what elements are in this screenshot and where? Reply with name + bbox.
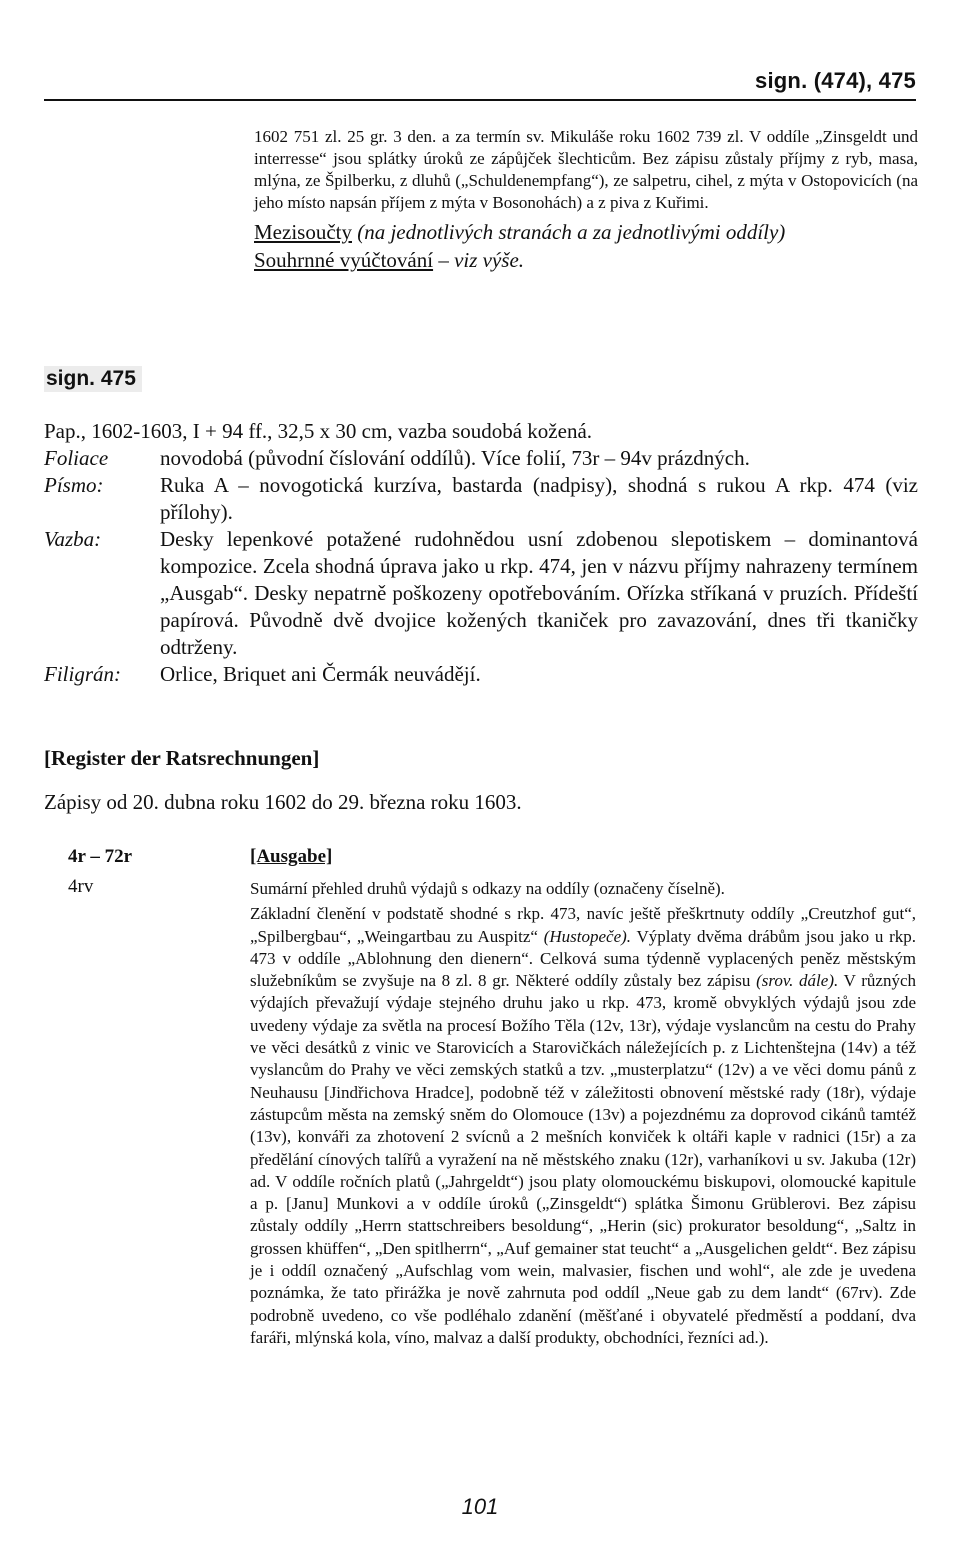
field-watermark	[44, 661, 918, 688]
field-key: Vazba:	[44, 527, 102, 551]
entry-heading: [Ausgabe]	[250, 846, 333, 867]
entry-paragraph-2	[250, 903, 916, 1349]
folio-single: 4rv	[68, 876, 94, 897]
manuscript-description	[44, 418, 918, 688]
physical-description: Pap., 1602-1603, I + 94 ff., 32,5 x 30 cm, vazba soudobá kožená.	[44, 419, 593, 443]
intro-block	[254, 126, 918, 274]
section-title: [Register der Ratsrechnungen]	[44, 746, 320, 770]
field-value: Orlice, Briquet ani Čermák neuvádějí.	[160, 662, 481, 686]
subtotals-label: Mezisoučty	[254, 220, 352, 244]
folio-range: 4r – 72r	[68, 846, 133, 867]
field-key: Filigrán:	[44, 662, 121, 686]
entry-paragraph-1: Sumární přehled druhů výdajů s odkazy na oddíly (označeny číselně).	[250, 879, 725, 898]
page-number: 101	[461, 1494, 499, 1519]
summary-note: viz výše.	[454, 248, 525, 272]
text-run: Výplaty dvěma drábům jsou jako u rkp. 473 v oddíle „Ablohnung den dienern“. Celková suma týdenně vyplacených peněz městským služebníkům se zvyšuje na 8 zl. 8 gr. Některé oddíly zůstaly bez zápisu	[250, 926, 916, 991]
field-key: Písmo:	[44, 473, 104, 497]
field-value: Desky lepenkové potažené rudohnědou usní zdobenou slepotiskem – dominantová kompozice. Zcela shodná úprava jako u rkp. 474, jen v názvu příjmy nahrazeny termínem „Ausgab“. Desky nepatrně poškozeny opotřebováním. Ořízka stříkaná v pruzích. Přídeští papírová. Původně dvě dvojice kožených tkaniček pro zavazování, dnes tři tkaničky odtrženy.	[160, 527, 918, 659]
field-key: Foliace	[44, 446, 109, 470]
field-binding	[44, 526, 918, 661]
text-run: Základní členění v podstatě shodné s rkp. 473, navíc ještě přeškrtnuty oddíly „Creutzhof gut“, „Spilbergbau“, „Weingartbau zu Auspitz“	[250, 904, 916, 946]
intro-paragraph: 1602 751 zl. 25 gr. 3 den. a za termín sv. Mikuláše roku 1602 739 zl. V oddíle „Zinsgeldt und interresse“ jsou splátky úroků ze zápůjček šlechticům. Bez zápisu zůstaly příjmy z ryb, masa, mlýna, ze Špilberku, z dluhů („Schuldenempfang“), ze salpetru, cihel, z mýta v Ostopovicích (na jeho místo napsán příjem z mýta v Bosonohách) a z piva z Kuřimi.	[254, 127, 918, 212]
summary-dash: –	[433, 248, 455, 272]
summary-label: Souhrnné vyúčtování	[254, 248, 434, 272]
field-foliation	[44, 445, 918, 472]
subtotals-note: (na jednotlivých stranách a za jednotlivými oddíly)	[357, 220, 786, 244]
entry-body	[250, 878, 916, 1349]
italic-run: (Hustopeče).	[543, 926, 632, 946]
italic-run: (srov. dále).	[756, 971, 839, 991]
field-script	[44, 472, 918, 526]
header-rule	[44, 99, 916, 101]
text-run: V různých výdajích převažují výdaje stejného druhu jako u rkp. 473, kromě obvyklých výdajů jsou zde uvedeny výdaje za světla na procesí Božího Těla (12v, 13r), výdaje vyslancům na cestu do Prahy ve věci desátků z vinic ve Starovicích a Starovičkách náležejících p. z Lichtenštejna (14v) a též vyslancům do Prahy ve věci zemských statků a tzv. „musterplatzu“ (12v) a ve věci domu pánů z Neuhausu [Jindřichova Hradce], podobně též v záležitosti obnovení městské rady (18r), výdaje zástupcům města na zemský sněm do Olomouce (13v) a pojezdnému za doprovod cikánů tamtéž (13v), konváři za zhotovení 2 svícnů a 2 mešních konviček k oltáři kaple v radnici (15r) a za předělání cínových talířů a vyražení na ně městského znaku (12r), varhaníkovi u sv. Jakuba (12r) ad. V oddíle ročních platů („Jahrgeldt“) jsou platy olomouckému biskupovi, olomoucké kapitule a p. [Janu] Munkovi a v oddíle úroků („Zinsgeldt“) splátka Šimonu Grüblerovi. Bez zápisu zůstaly oddíly „Herrn stattschreibers besoldung“, „Herin (sic) prokurator besoldung“, „Saltz in grossen khüffen“, „Den spitlherrn“, „Auf gemainer stat teucht“ a „Ausgelichen geldt“. Bez zápisu je i oddíl označený „Aufschlag vom wein, malvasier, fischen und wohl“, ale zde je uvedena poznámka, že tato přirážka je nově zahrnuta pod oddíl „Neue gab zu dem landt“ (67rv). Zde podrobně uvedeno, co vše podléhalo zdanění (měšťané i obyvatelé předměstí a poddaní, dva faráři, mlýnská kola, víno, malvaz a další produkty, obchodníci, řezníci ad.).	[250, 971, 916, 1347]
section-dates: Zápisy od 20. dubna roku 1602 do 29. března roku 1603.	[44, 790, 522, 814]
field-value: Ruka A – novogotická kurzíva, bastarda (nadpisy), shodná s rukou A rkp. 474 (viz přílohy).	[160, 473, 918, 524]
summary-line	[254, 246, 918, 274]
field-value: novodobá (původní číslování oddílů). Více folií, 73r – 94v prázdných.	[160, 446, 750, 470]
running-head: sign. (474), 475	[755, 68, 916, 93]
subtotals-line	[254, 218, 918, 246]
sign-label: sign. 475	[44, 366, 142, 392]
